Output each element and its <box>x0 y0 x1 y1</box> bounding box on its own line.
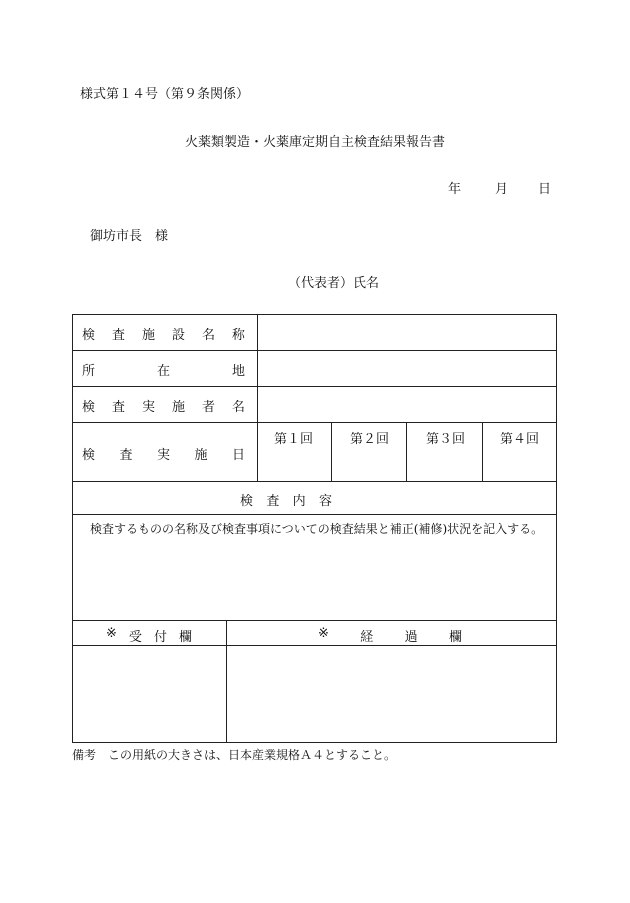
row-divider <box>72 350 557 351</box>
label-inspector: 検 査 実 施 者 名 <box>82 400 245 415</box>
date-line <box>448 178 551 197</box>
footer-note: 備考 この用紙の大きさは、日本産業規格Ａ４とすること。 <box>72 748 397 762</box>
date-day-label: 日 <box>538 182 552 197</box>
reception-header: ※ 受 付 欄 <box>106 626 192 645</box>
row-divider <box>72 514 557 515</box>
round-2-label: 第２回 <box>350 432 390 447</box>
row-divider <box>72 645 557 646</box>
representative-name-label: （代表者）氏名 <box>288 276 380 291</box>
label-inspection-date: 検 査 実 施 日 <box>82 448 245 463</box>
row-divider <box>72 386 557 387</box>
row-divider <box>72 422 557 423</box>
label-location: 所 在 地 <box>82 364 245 379</box>
date-year-label: 年 <box>448 182 462 197</box>
addressee: 御坊市長 様 <box>90 229 169 244</box>
round-4-label: 第４回 <box>500 432 540 447</box>
reception-column-divider <box>226 620 227 742</box>
form-number: 様式第１４号（第９条関係） <box>80 87 250 102</box>
round-column-divider <box>331 422 332 481</box>
progress-header: ※ 経 過 欄 <box>318 626 462 645</box>
round-column-divider <box>406 422 407 481</box>
round-column-divider <box>482 422 483 481</box>
round-1-label: 第１回 <box>274 432 314 447</box>
label-facility-name: 検 査 施 設 名 称 <box>82 328 245 343</box>
content-instruction: 検査するものの名称及び検査事項についての検査結果と補正(補修)状況を記入する。 <box>90 522 544 536</box>
document-title: 火薬類製造・火薬庫定期自主検査結果報告書 <box>184 135 445 150</box>
label-column-divider <box>257 314 258 481</box>
row-divider <box>72 620 557 621</box>
row-divider <box>72 481 557 482</box>
round-3-label: 第３回 <box>426 432 466 447</box>
date-month-label: 月 <box>495 182 509 197</box>
content-header: 検 査 内 容 <box>240 494 332 509</box>
